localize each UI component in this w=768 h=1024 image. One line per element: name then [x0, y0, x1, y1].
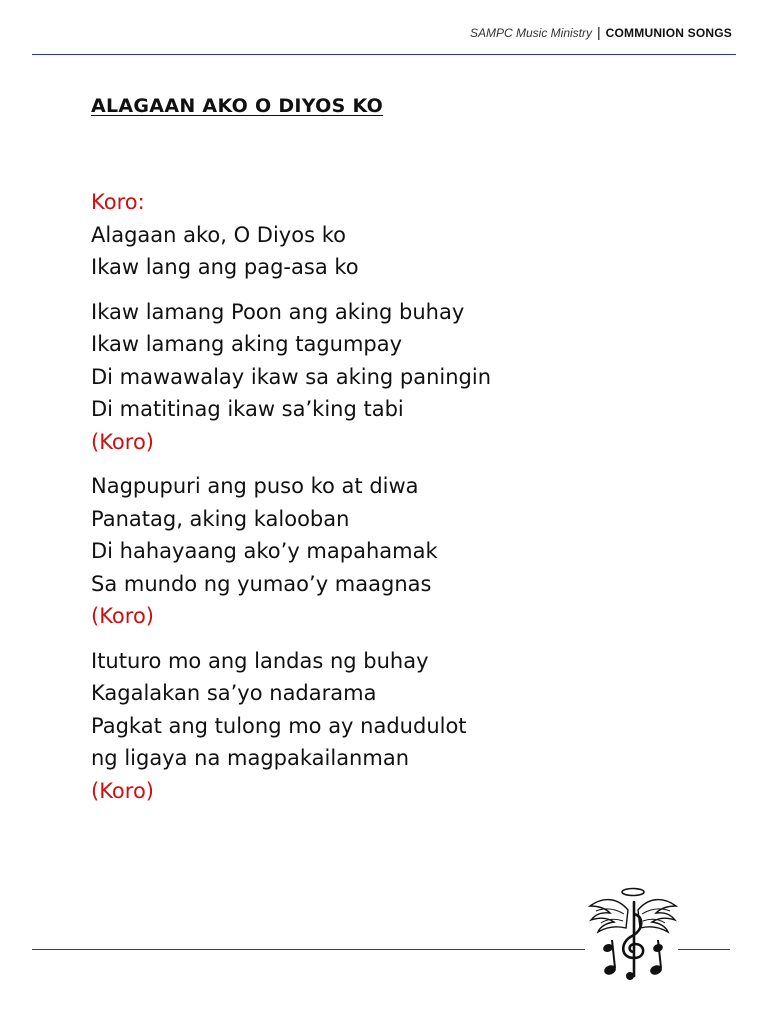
lyrics — [91, 186, 708, 819]
chorus-label: Koro: — [91, 190, 145, 214]
chorus-repeat: (Koro) — [91, 778, 154, 803]
lyric-line: Ituturo mo ang landas ng buhay — [91, 648, 429, 673]
lyric-line: Di mawawalay ikaw sa aking paningin — [91, 364, 492, 389]
lyric-line: Di matitinag ikaw sa’king tabi — [91, 397, 404, 421]
verse-1 — [91, 296, 708, 459]
verse-3 — [91, 645, 708, 808]
song-title: ALAGAAN AKO O DIYOS KO — [91, 95, 384, 117]
lyric-line: Sa mundo ng yumao’y maagnas — [91, 571, 432, 596]
chorus-repeat: (Koro) — [91, 429, 154, 454]
header-separator: | — [597, 24, 601, 40]
lyric-line: Panatag, aking kalooban — [91, 506, 350, 531]
lyric-line: Nagpupuri ang puso ko at diwa — [91, 474, 419, 498]
ministry-name: SAMPC Music Ministry — [470, 26, 593, 40]
lyric-line: Ikaw lang ang pag-asa ko — [91, 255, 359, 279]
chorus-stanza — [91, 186, 708, 284]
lyric-line: Di hahayaang ako’y mapahamak — [91, 539, 438, 563]
lyric-line: Pagkat ang tulong mo ay nadudulot — [91, 713, 467, 738]
verse-2 — [91, 470, 708, 633]
header-rule — [32, 54, 736, 55]
page-header — [470, 24, 732, 40]
lyric-line: Kagalakan sa’yo nadarama — [91, 681, 377, 705]
lyric-line: Ikaw lamang Poon ang aking buhay — [91, 299, 465, 324]
footer-rule-right — [678, 949, 730, 950]
chorus-repeat: (Koro) — [91, 604, 154, 628]
footer-rule-left — [32, 949, 585, 950]
lyric-line: Alagaan ako, O Diyos ko — [91, 222, 346, 247]
winged-treble-clef-logo-icon — [588, 884, 678, 988]
section-name: COMMUNION SONGS — [605, 26, 732, 40]
lyric-line: ng ligaya na magpakailanman — [91, 746, 410, 770]
lyric-line: Ikaw lamang aking tagumpay — [91, 332, 403, 356]
